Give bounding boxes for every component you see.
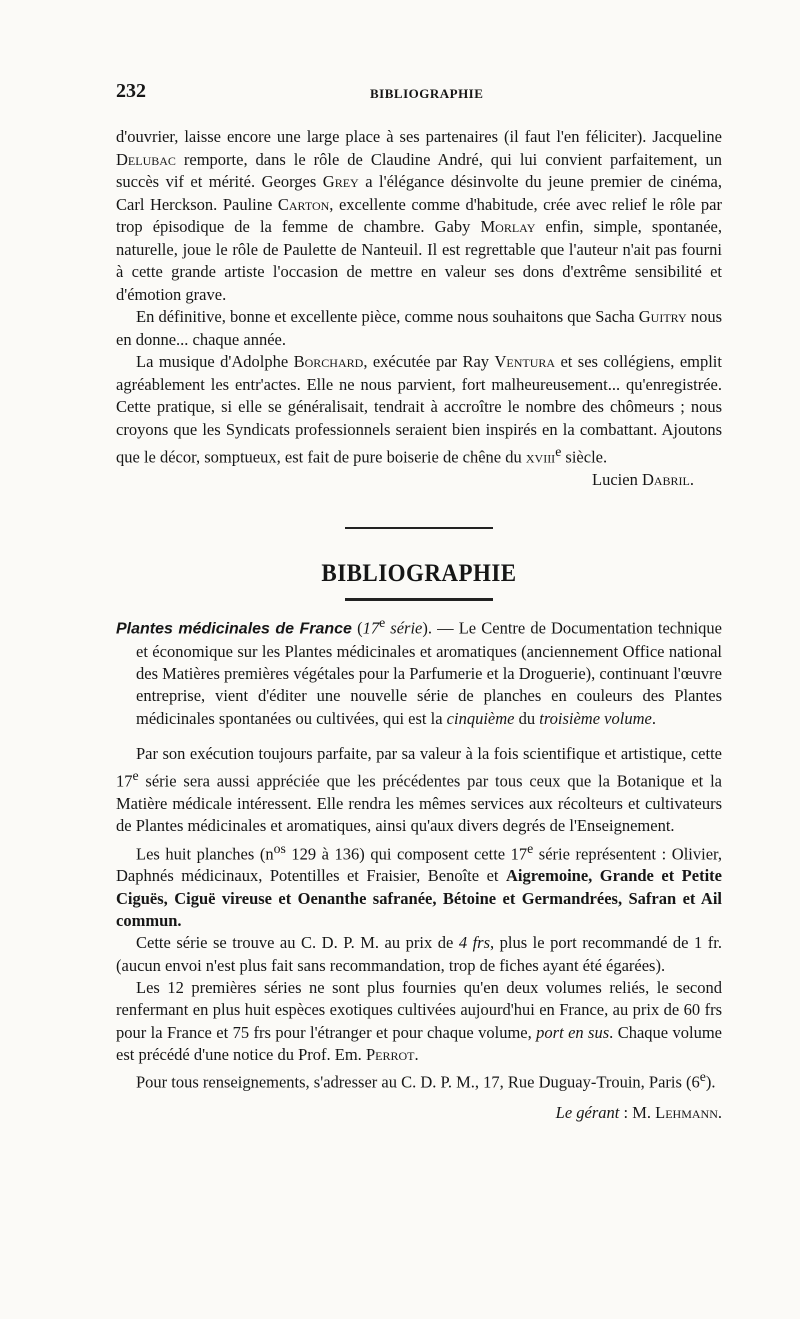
text-run: En définitive, bonne et excellente pièce, comme nous souhaitons que Sacha: [136, 307, 639, 326]
superscript: e: [555, 444, 562, 459]
text-run: d'ouvrier, laisse encore une large place à ses partenaires (il faut l'en féliciter). Jacqueline: [116, 127, 722, 146]
text-run: ).: [422, 618, 432, 638]
century-numeral: xviii: [525, 447, 556, 467]
text-run: série représentent : Olivier, Daphnés médicinaux, Potentilles et Fraisier, Benoîte et: [116, 844, 722, 886]
series-word: série: [385, 618, 423, 638]
section-divider: [345, 527, 493, 529]
text-run: siècle.: [561, 447, 608, 467]
actor-name: Delubac: [116, 149, 176, 169]
text-run: et ses collégiens, emplit agréablement les entr'actes. Elle ne nous parvient, fort malheureusement... qu'enregistrée. Cette pratique, si elle se généralisait, tendrait à accroître le nombre des chômeurs ; nous croyons que les Syndicats professionnels seraient bien inspirés en la combattant. Ajoutons que le décor, somptueux, est fait de pure boiserie de chêne du: [116, 352, 722, 467]
text-run: Cette série se trouve au C. D. P. M. au prix de: [136, 933, 459, 953]
professor-name: Perrot: [365, 1044, 415, 1064]
text-run: nous en donne... chaque année.: [116, 307, 722, 349]
review-signature: [116, 469, 722, 492]
review-paragraph-2: [116, 306, 722, 351]
text-run: Lucien: [592, 470, 642, 489]
text-run: série sera aussi appréciée que les précédentes par tous ceux que la Botanique et la Matière médicale intéressent. Elle rendra les mêmes services aux récolteurs et cultivateurs de Plantes médicinales et aromatiques, ainsi qu'aux divers degrés de l'Enseignement.: [116, 771, 722, 836]
running-title: BIBLIOGRAPHIE: [370, 86, 484, 101]
text-run: , plus le port recommandé de 1 fr. (aucun envoi n'est plus fait sans recommandation, trop de fiches ayant été égarées).: [116, 933, 722, 975]
superscript: e: [379, 615, 386, 630]
text-run: : M.: [619, 1102, 656, 1122]
section-title: BIBLIOGRAPHIE: [321, 560, 517, 587]
actor-name: Morlay: [480, 217, 536, 236]
gerant-name: Lehmann.: [655, 1102, 722, 1122]
book-title: Plantes médicinales de France: [116, 620, 352, 638]
title-underline: [345, 598, 493, 601]
text-run: .: [414, 1044, 419, 1064]
text-run: — Le Centre de Documentation technique et économique sur les Plantes médicinales et aromatiques (anciennement Office national des Matières premières végétales pour la Parfumerie et la Droguerie), continuant l'œuvre entreprise, vient d'éditer une nouvelle série de planches en couleurs des Plantes médicinales spontanées ou cultivées, qui est la: [136, 618, 722, 728]
bibliography-entry: [116, 612, 722, 730]
text-run: ).: [705, 1072, 716, 1092]
text-run: , exécutée par Ray: [363, 352, 495, 371]
gerant-label: Le gérant: [555, 1102, 620, 1122]
publisher-line: [116, 1102, 722, 1124]
bibliography-paragraph-2: [116, 743, 722, 838]
plant-list: Aigremoine, Grande et Petite Ciguës, Ciguë vireuse et Oenanthe safranée, Bétoine et Germandrées, Safran et Ail commun.: [116, 866, 722, 931]
bibliography-section: [116, 612, 722, 1124]
text-run: Les huit planches (n: [136, 844, 274, 864]
text-run: , excellente comme d'habitude, crée avec relief le rôle par trop épisodique de la femme de chambre. Gaby: [116, 194, 722, 236]
review-paragraph-3: [116, 351, 722, 469]
superscript: e: [699, 1069, 706, 1085]
price: 4 frs: [458, 933, 491, 953]
emphasis: port en sus: [536, 1022, 610, 1042]
superscript: e: [527, 840, 534, 856]
text-run: du: [514, 708, 540, 728]
text-run: Par son exécution toujours parfaite, par sa valeur à la fois scientifique et artistique, cette 17: [116, 743, 722, 791]
text-run: enfin, simple, spontanée, naturelle, joue le rôle de Paulette de Nanteuil. Il est regrettable que l'auteur n'ait pas fourni à cette grande artiste l'occasion de mettre en valeur ses dons d'extrême sensibilité et d'émotion grave.: [116, 217, 722, 304]
theatre-review-continuation: [116, 126, 722, 492]
review-paragraph-1: [116, 126, 722, 306]
emphasis: troisième volume: [539, 708, 652, 728]
text-run: (: [351, 618, 363, 638]
text-run: remporte, dans le rôle de Claudine André, qui lui convient parfaitement, un succès vif et mérité. Georges: [116, 149, 722, 191]
text-run: a l'élégance désinvolte du jeune premier de cinéma, Carl Herckson. Pauline: [116, 172, 723, 214]
superscript: os: [273, 840, 286, 856]
bibliography-paragraph-3: [116, 838, 722, 933]
composer-name: Borchard: [293, 352, 364, 371]
bibliography-paragraph-4: [116, 932, 722, 977]
text-run: . Chaque volume est précédé d'une notice du Prof. Em.: [116, 1022, 722, 1064]
superscript: e: [132, 768, 139, 784]
text-run: Pour tous renseignements, s'adresser au C. D. P. M., 17, Rue Duguay-Trouin, Paris (6: [136, 1072, 700, 1092]
text-run: Les 12 premières séries ne sont plus fournies qu'en deux volumes reliés, le second renfermant en plus huit espèces exotiques cultivées aujourd'hui en France, au prix de 60 frs pour la France et 75 frs pour l'étranger et pour chaque volume,: [116, 977, 722, 1042]
text-run: 129 à 136) qui composent cette 17: [285, 844, 528, 864]
series-number: 17: [362, 618, 380, 638]
text-run: La musique d'Adolphe: [136, 352, 294, 371]
page-number: 232: [116, 80, 146, 102]
author-name: Guitry: [638, 307, 687, 326]
emphasis: cinquième: [446, 708, 515, 728]
musician-name: Ventura: [494, 352, 556, 371]
actor-name: Grey: [322, 172, 359, 191]
text-run: .: [651, 708, 656, 728]
signature-surname: Dabril.: [641, 470, 694, 489]
bibliography-paragraph-5: [116, 977, 722, 1066]
running-header: [116, 80, 722, 110]
bibliography-paragraph-6: [116, 1066, 722, 1094]
actor-name: Carton: [277, 194, 330, 214]
